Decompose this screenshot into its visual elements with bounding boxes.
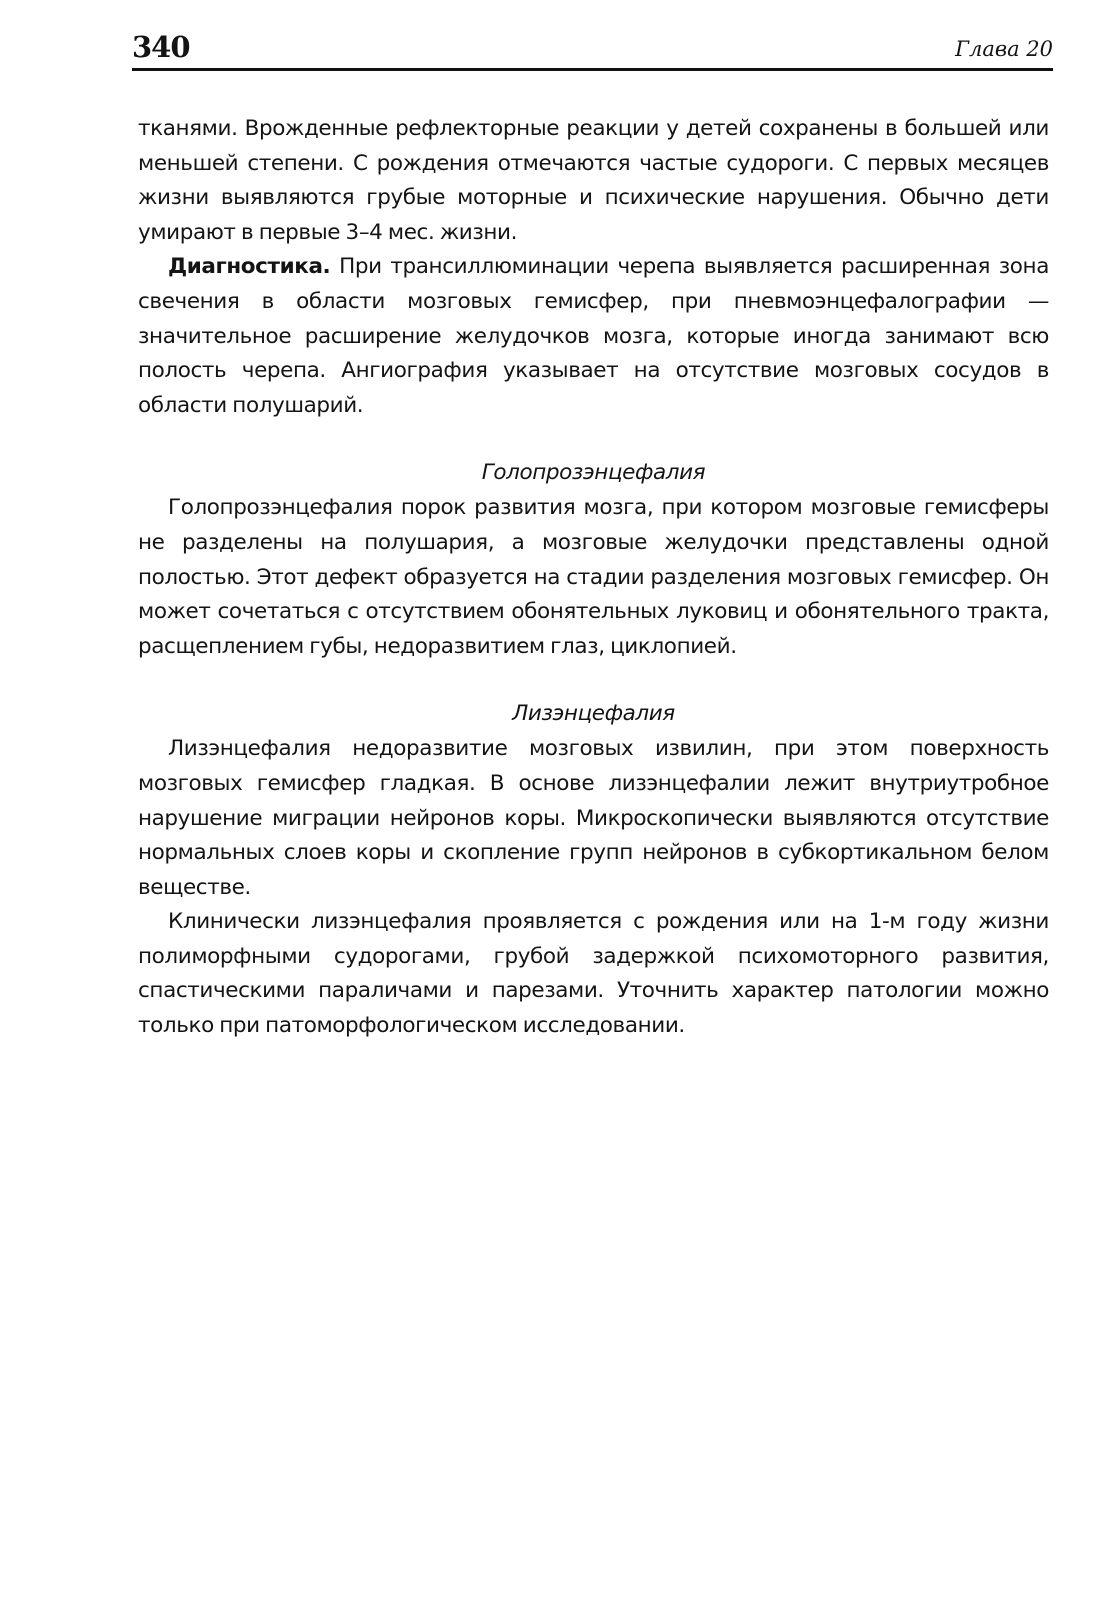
diagnostics-label: Диагностика. xyxy=(168,254,331,280)
section-heading-holoprosencephaly: Голопрозэнцефалия xyxy=(481,460,706,486)
section-heading-lissencephaly: Лизэнцефалия xyxy=(512,701,675,727)
paragraph-holoprosencephaly: Голопрозэнцефалия порок развития мозга, при котором мозговые гемисферы не разделены на полушария, а мозговые желудочки представлены одной полостью. Этот дефект образуется на стадии разделения мозговых гемисфер. Он может сочетаться с отсутствием обонятельных луковиц и обонятельного тракта, расщеплением губы, недоразвитием глаз, циклопией. xyxy=(138,495,1049,659)
page-body xyxy=(138,112,1049,1044)
header-rule xyxy=(132,68,1053,71)
page-number: 340 xyxy=(132,30,190,64)
paragraph-diagnostics xyxy=(138,250,1049,423)
page-header xyxy=(132,30,1053,70)
chapter-label: Глава 20 xyxy=(955,37,1053,61)
paragraph-lissencephaly-definition: Лизэнцефалия недоразвитие мозговых извилин, при этом поверхность мозговых гемисфер гладкая. В основе лизэнцефалии лежит внутриутробное нарушение миграции нейронов коры. Микроскопически выявляются отсутствие нормальных слоев коры и скопление групп нейронов в субкортикальном белом веществе. xyxy=(138,736,1049,900)
diagnostics-text: При трансиллюминации черепа выявляется расширенная зона свечения в области мозговых гемисфер, при пневмоэнцефалографии — значительное расширение желудочков мозга, которые иногда занимают всю полость черепа. Ангиография указывает на отсутствие мозговых сосудов в области полушарий. xyxy=(138,254,1049,418)
paragraph-lissencephaly-clinical: Клинически лизэнцефалия проявляется с рождения или на 1-м году жизни полиморфными судорогами, грубой задержкой психомоторного развития, спастическими параличами и парезами. Уточнить характер патологии можно только при патоморфологическом исследовании. xyxy=(138,909,1049,1039)
paragraph-continued: тканями. Врожденные рефлекторные реакции у детей сохранены в большей или меньшей степени. С рождения отмечаются частые судороги. С первых месяцев жизни выявляются грубые моторные и психические нарушения. Обычно дети умирают в первые 3–4 мес. жизни. xyxy=(138,116,1049,245)
